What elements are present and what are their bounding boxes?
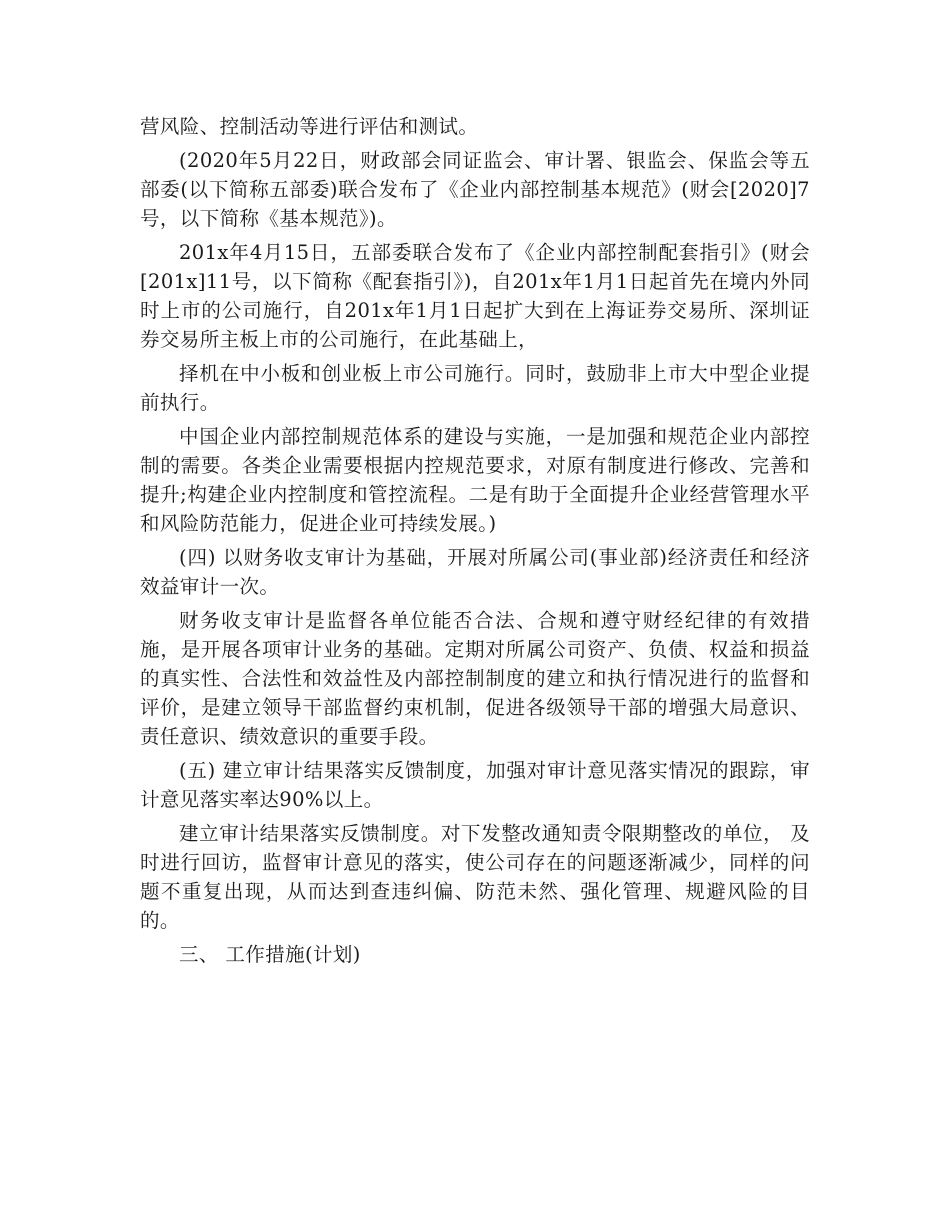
paragraph-basic-norms: (2020年5月22日，财政部会同证监会、审计署、银监会、保监会等五部委(以下简称五部委)联合发布了《企业内部控制基本规范》(财会[2020]7号，以下简称《基本规范》)。 — [140, 149, 810, 230]
paragraph-supporting-guidelines: 201x年4月15日，五部委联合发布了《企业内部控制配套指引》(财会[201x]11号，以下简称《配套指引》)，自201x年1月1日起首先在境内外同时上市的公司施行，自201x年1月1日起扩大到在上海证券交易所、深圳证券交易所主板上市的公司施行，在此基础上， — [140, 241, 810, 351]
section-heading-work-measures: 三、 工作措施(计划) — [179, 943, 361, 966]
paragraph-financial-audit: 财务收支审计是监督各单位能否合法、合规和遵守财经纪律的有效措施，是开展各项审计业务的基础。定期对所属公司资产、负债、权益和损益的真实性、合法性和效益性及内部控制制度的建立和执行情况进行的监督和评价，是建立领导干部监督约束机制，促进各级领导干部的增强大局意识、责任意识、绩效意识的重要手段。 — [140, 609, 810, 748]
paragraph-sme-board: 择机在中小板和创业板上市公司施行。同时，鼓励非上市大中型企业提前执行。 — [140, 362, 810, 414]
paragraph-feedback-system: 建立审计结果落实反馈制度。对下发整改通知责令限期整改的单位， 及时进行回访，监督审计意见的落实，使公司存在的问题逐渐减少，同样的问题不重复出现，从而达到查违纠偏、防范未然、强化管理、规避风险的目的。 — [140, 822, 810, 932]
paragraph-section-five: (五) 建立审计结果落实反馈制度，加强对审计意见落实情况的跟踪，审计意见落实率达90%以上。 — [140, 759, 810, 811]
paragraph-section-four: (四) 以财务收支审计为基础，开展对所属公司(事业部)经济责任和经济效益审计一次。 — [140, 546, 810, 598]
paragraph-control-system: 中国企业内部控制规范体系的建设与实施，一是加强和规范企业内部控制的需要。各类企业需要根据内控规范要求，对原有制度进行修改、完善和提升;构建企业内控制度和管控流程。二是有助于全面提升企业经营管理水平和风险防范能力，促进企业可持续发展。) — [140, 425, 810, 535]
document-body — [140, 112, 810, 974]
paragraph-risk-evaluation: 营风险、控制活动等进行评估和测试。 — [140, 115, 479, 138]
